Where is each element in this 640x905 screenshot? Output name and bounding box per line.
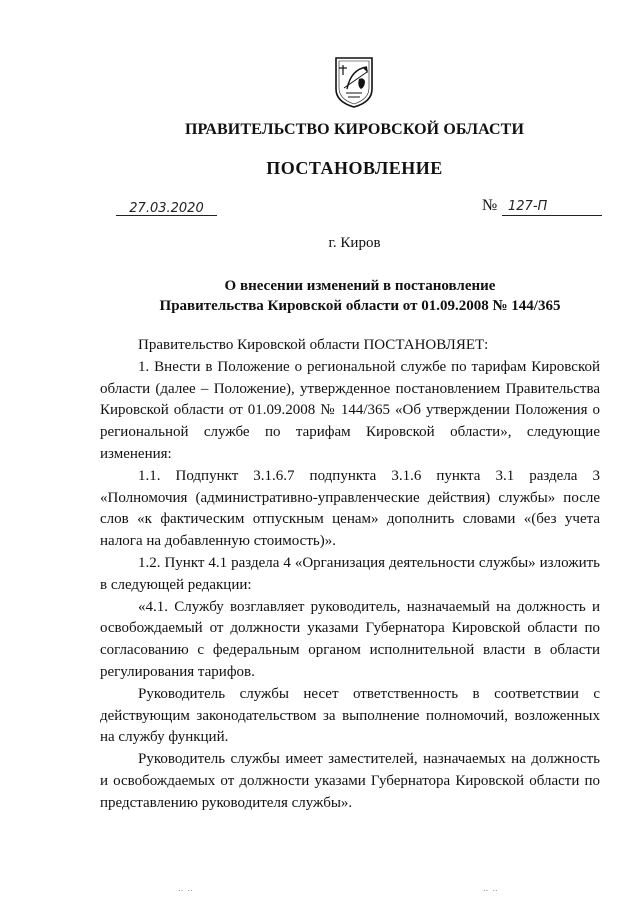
- scan-mark-right: ‥ ‥: [483, 884, 499, 893]
- number-sign: №: [482, 197, 498, 214]
- quoted-paragraph-4-1-responsibility: Руководитель службы несет ответственность в соответствии с действующим законодательством за выполнение полномочий, возложенных на службу функций.: [100, 685, 600, 746]
- quoted-paragraph-4-1-deputies: Руководитель службы имеет заместителей, назначаемых на должность и освобождаемых от должности указами Губернатора Кировской области по представлению руководителя службы».: [100, 751, 600, 811]
- scan-mark-left: ‥ ‥: [178, 884, 194, 893]
- paragraph-1: 1. Внести в Положение о региональной службе по тарифам Кировской области (далее – Положение), утвержденное постановлением Правительства Кировской области от 01.09.2008 № 144/365 «Об утверждении Положения о региональной службе по тарифам Кировской области», следующие изменения:: [100, 358, 600, 462]
- document-type-title: ПОСТАНОВЛЕНИЕ: [266, 158, 443, 178]
- coat-of-arms-icon: [333, 55, 375, 109]
- document-date-field: [116, 198, 217, 216]
- document-body: [100, 335, 600, 815]
- subject-line-1: О внесении изменений в постановление: [224, 278, 496, 294]
- paragraph-1-1: 1.1. Подпункт 3.1.6.7 подпункта 3.1.6 пункта 3.1 раздела 3 «Полномочия (административно-управленческие действия) службы» после слов «к фактическим отпускным ценам» дополнить словами «(без учета налога на добавленную стоимость)».: [100, 467, 600, 550]
- city-label: г. Киров: [328, 235, 381, 251]
- subject-line-2: Правительства Кировской области от 01.09.2008 № 144/365: [159, 298, 561, 314]
- intro-paragraph: Правительство Кировской области ПОСТАНОВЛЯЕТ:: [138, 337, 489, 353]
- document-number: 127-П: [508, 199, 548, 214]
- quoted-paragraph-4-1: «4.1. Службу возглавляет руководитель, назначаемый на должность и освобождаемый от должности указами Губернатора Кировской области по согласованию с федеральным органом исполнительной власти в области регулирования тарифов.: [100, 598, 600, 680]
- paragraph-1-2: 1.2. Пункт 4.1 раздела 4 «Организация деятельности службы» изложить в следующей редакции:: [100, 554, 600, 593]
- document-number-field: [502, 198, 602, 216]
- organization-title: ПРАВИТЕЛЬСТВО КИРОВСКОЙ ОБЛАСТИ: [185, 121, 524, 138]
- document-subject: [120, 276, 600, 316]
- document-date: 27.03.2020: [129, 201, 204, 216]
